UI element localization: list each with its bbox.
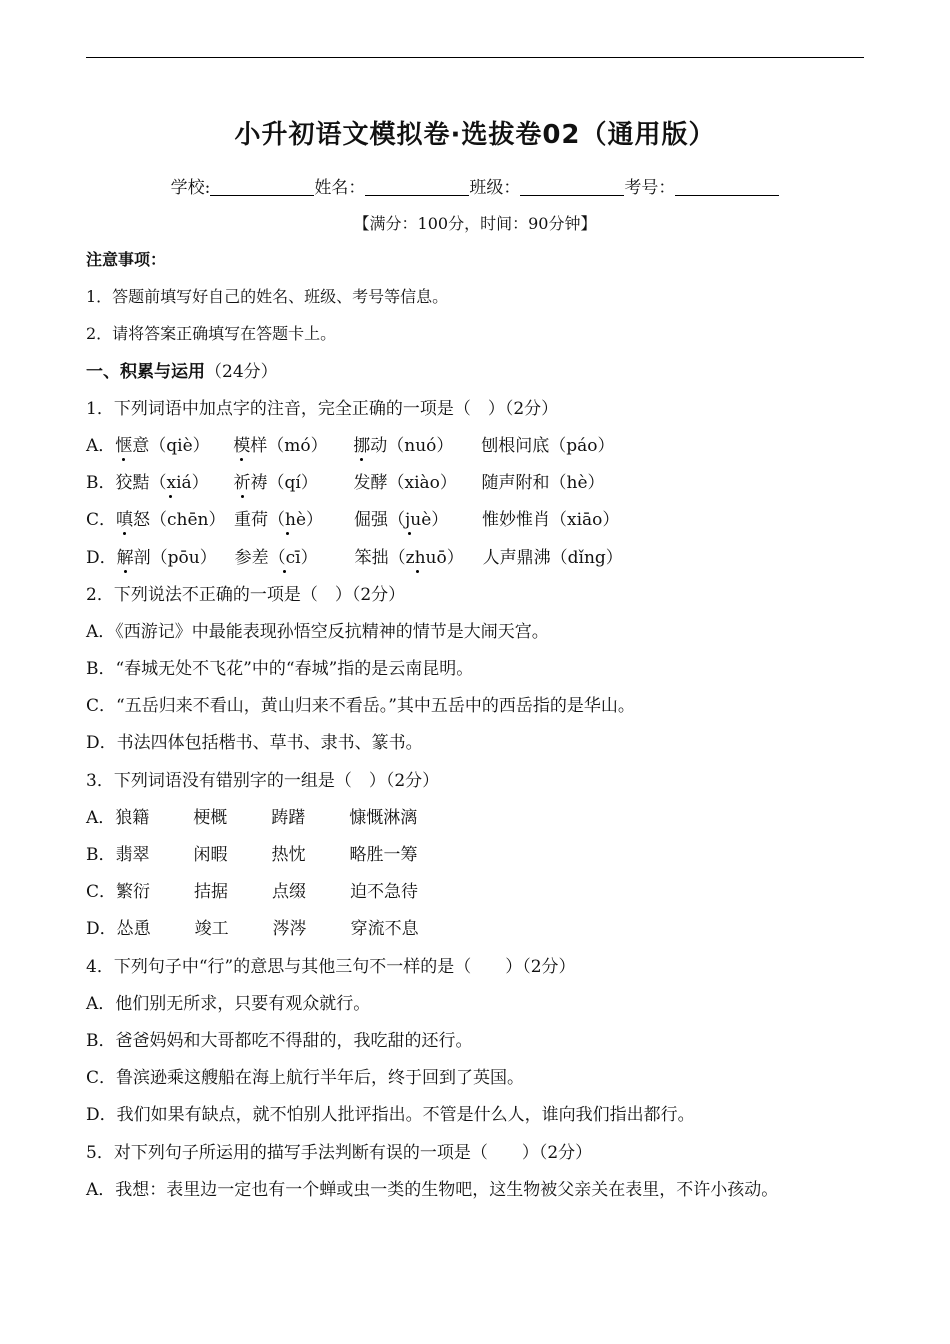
option-word: 倔强（juè）	[354, 510, 449, 531]
option-word: 重荷（hè）	[234, 510, 324, 531]
question-1-option-a: A．惬意（qiè） 模样（mó） 挪动（nuó） 刨根问底（páo）	[86, 432, 876, 469]
option-word: 参差（cī）	[234, 547, 318, 568]
question-2-option-a: A．《西游记》中最能表现孙悟空反抗精神的情节是大闹天宫。	[86, 621, 549, 642]
option-word: 迫不急待	[350, 882, 419, 903]
school-label: 学校:	[170, 178, 211, 198]
question-4-option-b: B．爸爸妈妈和大哥都吃不得甜的，我吃甜的还行。	[86, 1030, 473, 1051]
option-word: 繁衍	[116, 882, 151, 903]
option-word: 竣工	[194, 919, 229, 940]
option-word: 随声附和（hè）	[481, 473, 605, 494]
notice-item: 1．答题前填写好自己的姓名、班级、考号等信息。	[86, 287, 449, 307]
question-4-option-d: D．我们如果有缺点，就不怕别人批评指出。不管是什么人，谁向我们指出都行。	[86, 1105, 695, 1126]
option-word: 发酵（xiào）	[353, 473, 457, 494]
question-5-option-a: A．我想：表里边一定也有一个蝉或虫一类的生物吧，这生物被父亲关在表里，不许小孩动。	[86, 1179, 779, 1200]
question-2-stem: 2．下列说法不正确的一项是（ ）（2分）	[86, 584, 406, 605]
option-word: 模样（mó）	[233, 435, 328, 456]
option-word: 慷慨淋漓	[349, 807, 418, 828]
class-blank[interactable]	[520, 178, 624, 196]
option-word: 闲暇	[193, 845, 228, 865]
question-1-option-c: C．嗔怒（chēn） 重荷（hè） 倔强（juè） 惟妙惟肖（xiāo）	[86, 506, 876, 543]
question-3-option-d: D．怂恿 竣工 涔涔 穿流不息	[86, 915, 876, 952]
option-word: 惟妙惟肖（xiāo）	[482, 510, 620, 531]
notice-heading: 注意事项：	[86, 250, 167, 269]
option-word: 穿流不息	[350, 919, 419, 940]
notice-item: 2．请将答案正确填写在答题卡上。	[86, 324, 337, 344]
question-4-stem: 4．下列句子中“行”的意思与其他三句不一样的是（ ）（2分）	[86, 956, 576, 977]
question-3-option-b: B．翡翠 闲暇 热忱 略胜一筹	[86, 841, 876, 878]
option-word: 解剖（pōu）	[116, 547, 217, 568]
class-label: 班级：	[469, 178, 521, 198]
name-blank[interactable]	[365, 178, 469, 196]
option-word: 刨根问底（páo）	[481, 435, 615, 456]
option-word: 梗概	[193, 807, 228, 828]
option-word: 踌躇	[271, 807, 306, 828]
name-label: 姓名：	[314, 178, 366, 198]
option-word: 略胜一筹	[349, 845, 418, 865]
score-time-line: 【满分：100分，时间：90分钟】	[353, 214, 597, 233]
question-4-option-a: A．他们别无所求，只要有观众就行。	[86, 993, 371, 1014]
option-word: 狼籍	[115, 807, 150, 828]
option-word: 嗔怒（chēn）	[116, 510, 226, 531]
option-word: 翡翠	[115, 845, 150, 865]
question-4-option-c: C．鲁滨逊乘这艘船在海上航行半年后，终于回到了英国。	[86, 1068, 525, 1089]
header-rule	[86, 57, 864, 58]
option-word: 笨拙（zhuō）	[354, 547, 464, 568]
option-word: 涔涔	[272, 919, 307, 940]
page-title: 小升初语文模拟卷·选拔卷02（通用版）	[234, 120, 716, 150]
question-1-option-b: B．狡黠（xiá） 祈祷（qí） 发酵（xiào） 随声附和（hè）	[86, 469, 876, 506]
question-2-option-c: C．“五岳归来不看山，黄山归来不看岳。”其中五岳中的西岳指的是华山。	[86, 696, 635, 717]
option-word: 点缀	[272, 882, 307, 903]
option-word: 人声鼎沸（dǐng）	[482, 547, 623, 568]
exam-no-label: 考号：	[624, 178, 676, 198]
exam-content	[86, 246, 876, 1213]
question-3-option-a: A．狼籍 梗概 踌躇 慷慨淋漓	[86, 804, 876, 841]
option-word: 挪动（nuó）	[353, 435, 454, 456]
question-2-option-d: D．书法四体包括楷书、草书、隶书、篆书。	[86, 733, 423, 754]
option-word: 热忱	[271, 845, 306, 865]
school-blank[interactable]	[210, 178, 314, 196]
option-word: 怂恿	[116, 919, 151, 940]
question-5-stem: 5．对下列句子所运用的描写手法判断有误的一项是（ ）（2分）	[86, 1142, 593, 1163]
question-1-stem: 1．下列词语中加点字的注音，完全正确的一项是（ ）（2分）	[86, 398, 559, 419]
option-word: 惬意（qiè）	[115, 435, 210, 456]
option-word: 拮据	[194, 882, 229, 903]
question-3-stem: 3．下列词语没有错别字的一组是（ ）（2分）	[86, 770, 440, 791]
option-word: 祈祷（qí）	[233, 473, 318, 494]
exam-no-blank[interactable]	[675, 178, 779, 196]
question-2-option-b: B．“春城无处不飞花”中的“春城”指的是云南昆明。	[86, 659, 474, 680]
question-3-option-c: C．繁衍 拮据 点缀 迫不急待	[86, 878, 876, 915]
student-info-row	[0, 173, 950, 198]
section-heading: 一、积累与运用（24分）	[86, 361, 278, 382]
option-word: 狡黠（xiá）	[115, 473, 209, 494]
question-1-option-d: D．解剖（pōu） 参差（cī） 笨拙（zhuō） 人声鼎沸（dǐng）	[86, 544, 876, 581]
